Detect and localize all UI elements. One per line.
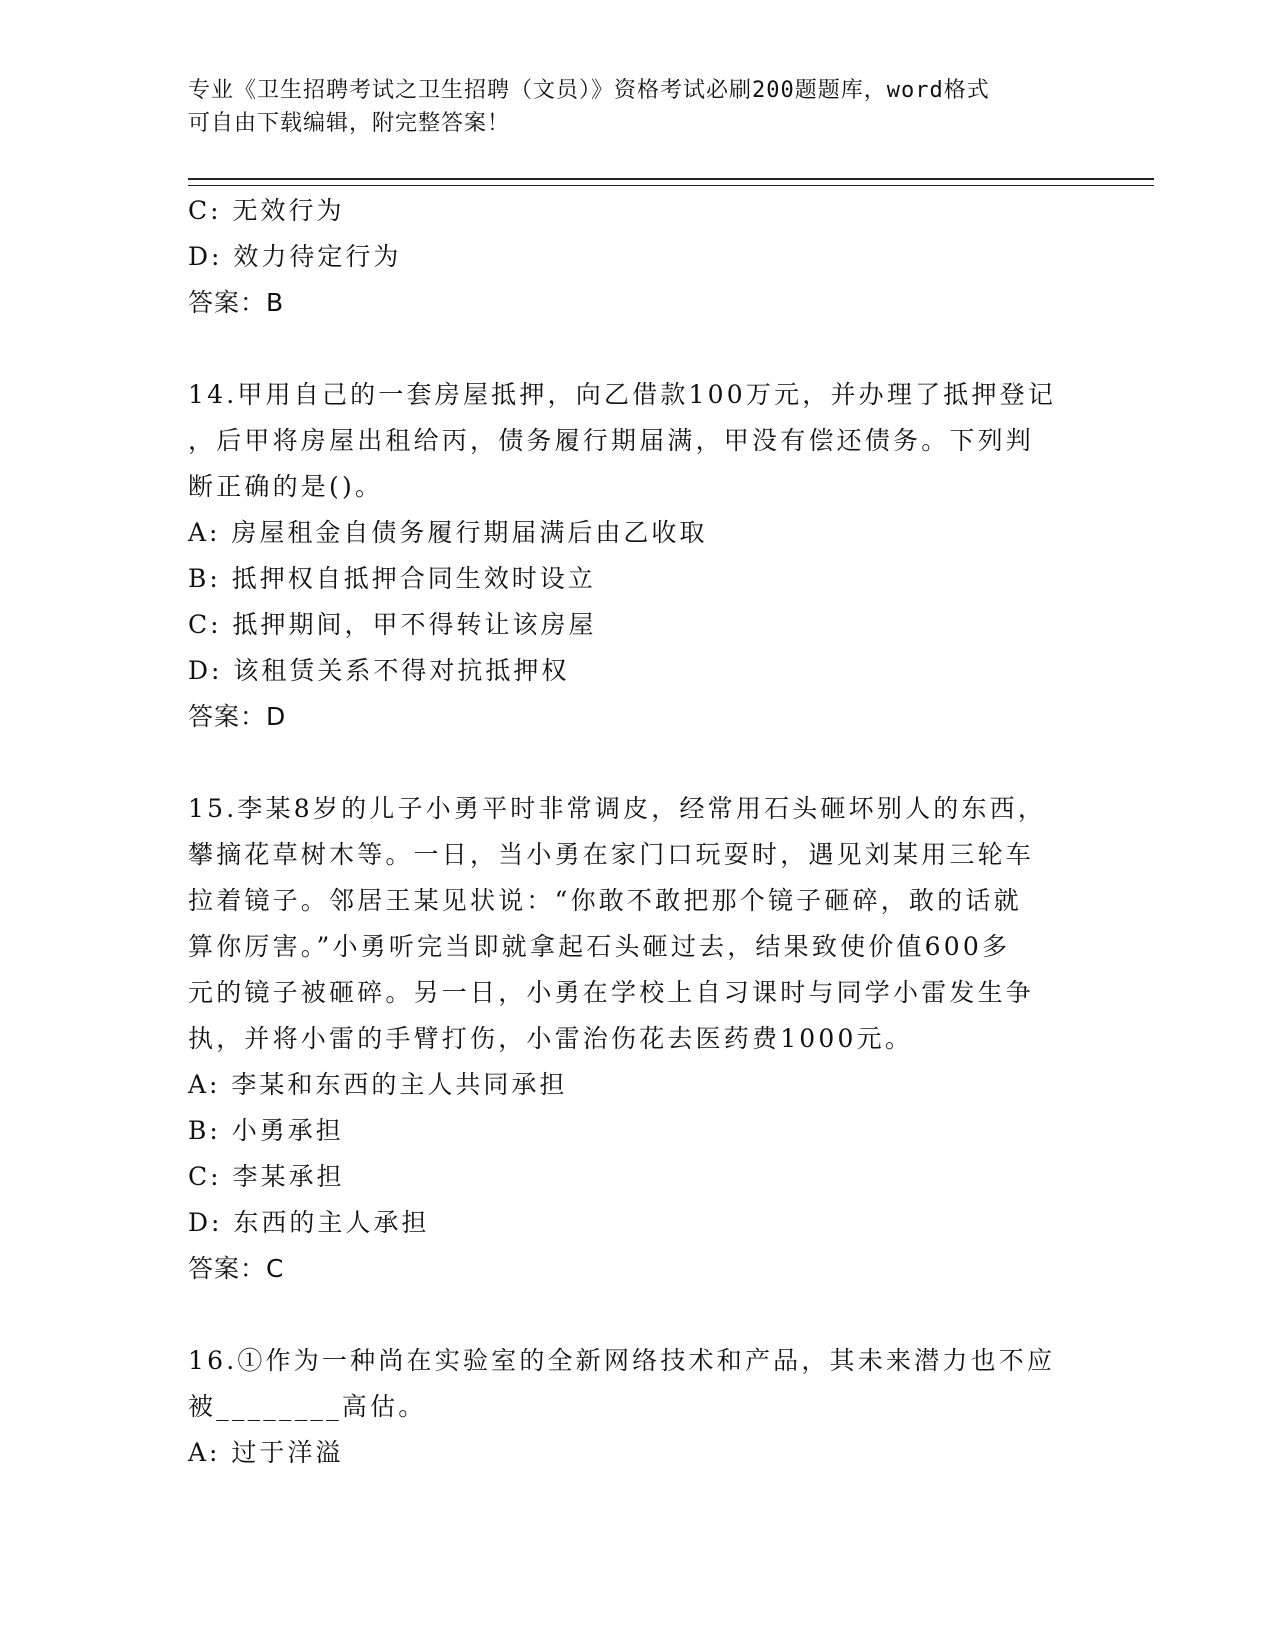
spacer <box>188 326 1088 372</box>
question-line: ，后甲将房屋出租给丙，债务履行期届满，甲没有偿还债务。下列判 <box>188 426 1035 455</box>
answer-line: 答案：C <box>188 1254 285 1283</box>
question-line: 15.李某8岁的儿子小勇平时非常调皮，经常用石头砸坏别人的东西， <box>188 794 1047 823</box>
question-14 <box>188 372 1088 740</box>
option-b: B: 小勇承担 <box>188 1116 344 1145</box>
option-c: C: 无效行为 <box>188 196 345 225</box>
question-line: 执，并将小雷的手臂打伤，小雷治伤花去医药费1000元。 <box>188 1024 914 1053</box>
header-line-1: 专业《卫生招聘考试之卫生招聘（文员）》资格考试必刷200题题库，word格式 <box>188 78 990 103</box>
document-body <box>188 188 1088 1476</box>
question-text <box>188 1338 1088 1430</box>
option-a: A: 过于洋溢 <box>188 1438 344 1467</box>
question-line: 元的镜子被砸碎。另一日，小勇在学校上自习课时与同学小雷发生争 <box>188 978 1035 1007</box>
spacer <box>188 740 1088 786</box>
question-text <box>188 372 1088 510</box>
question-15 <box>188 786 1088 1292</box>
question-text <box>188 786 1088 1062</box>
question-13-tail <box>188 188 1088 326</box>
question-line: 攀摘花草树木等。一日，当小勇在家门口玩耍时，遇见刘某用三轮车 <box>188 840 1035 869</box>
option-a: A: 李某和东西的主人共同承担 <box>188 1070 568 1099</box>
option-c: C: 李某承担 <box>188 1162 345 1191</box>
spacer <box>188 1292 1088 1338</box>
question-16 <box>188 1338 1088 1476</box>
question-line: 被________高估。 <box>188 1392 427 1421</box>
answer-line: 答案：D <box>188 702 287 731</box>
option-a: A: 房屋租金自债务履行期届满后由乙收取 <box>188 518 708 547</box>
option-b: B: 抵押权自抵押合同生效时设立 <box>188 564 596 593</box>
question-line: 拉着镜子。邻居王某见状说：“你敢不敢把那个镜子砸碎，敢的话就 <box>188 886 1022 915</box>
question-line: 断正确的是()。 <box>188 472 384 501</box>
option-d: D: 东西的主人承担 <box>188 1208 430 1237</box>
option-d: D: 效力待定行为 <box>188 242 402 271</box>
option-c: C: 抵押期间，甲不得转让该房屋 <box>188 610 597 639</box>
header-divider <box>188 178 1154 186</box>
question-line: 16.①作为一种尚在实验室的全新网络技术和产品，其未来潜力也不应 <box>188 1346 1056 1375</box>
page-header <box>188 74 1068 140</box>
question-line: 14.甲用自己的一套房屋抵押，向乙借款100万元，并办理了抵押登记 <box>188 380 1057 409</box>
option-d: D: 该租赁关系不得对抗抵押权 <box>188 656 570 685</box>
answer-line: 答案：B <box>188 288 285 317</box>
question-line: 算你厉害。”小勇听完当即就拿起石头砸过去，结果致使价值600多 <box>188 932 1011 961</box>
header-line-2: 可自由下载编辑，附完整答案！ <box>188 111 511 136</box>
